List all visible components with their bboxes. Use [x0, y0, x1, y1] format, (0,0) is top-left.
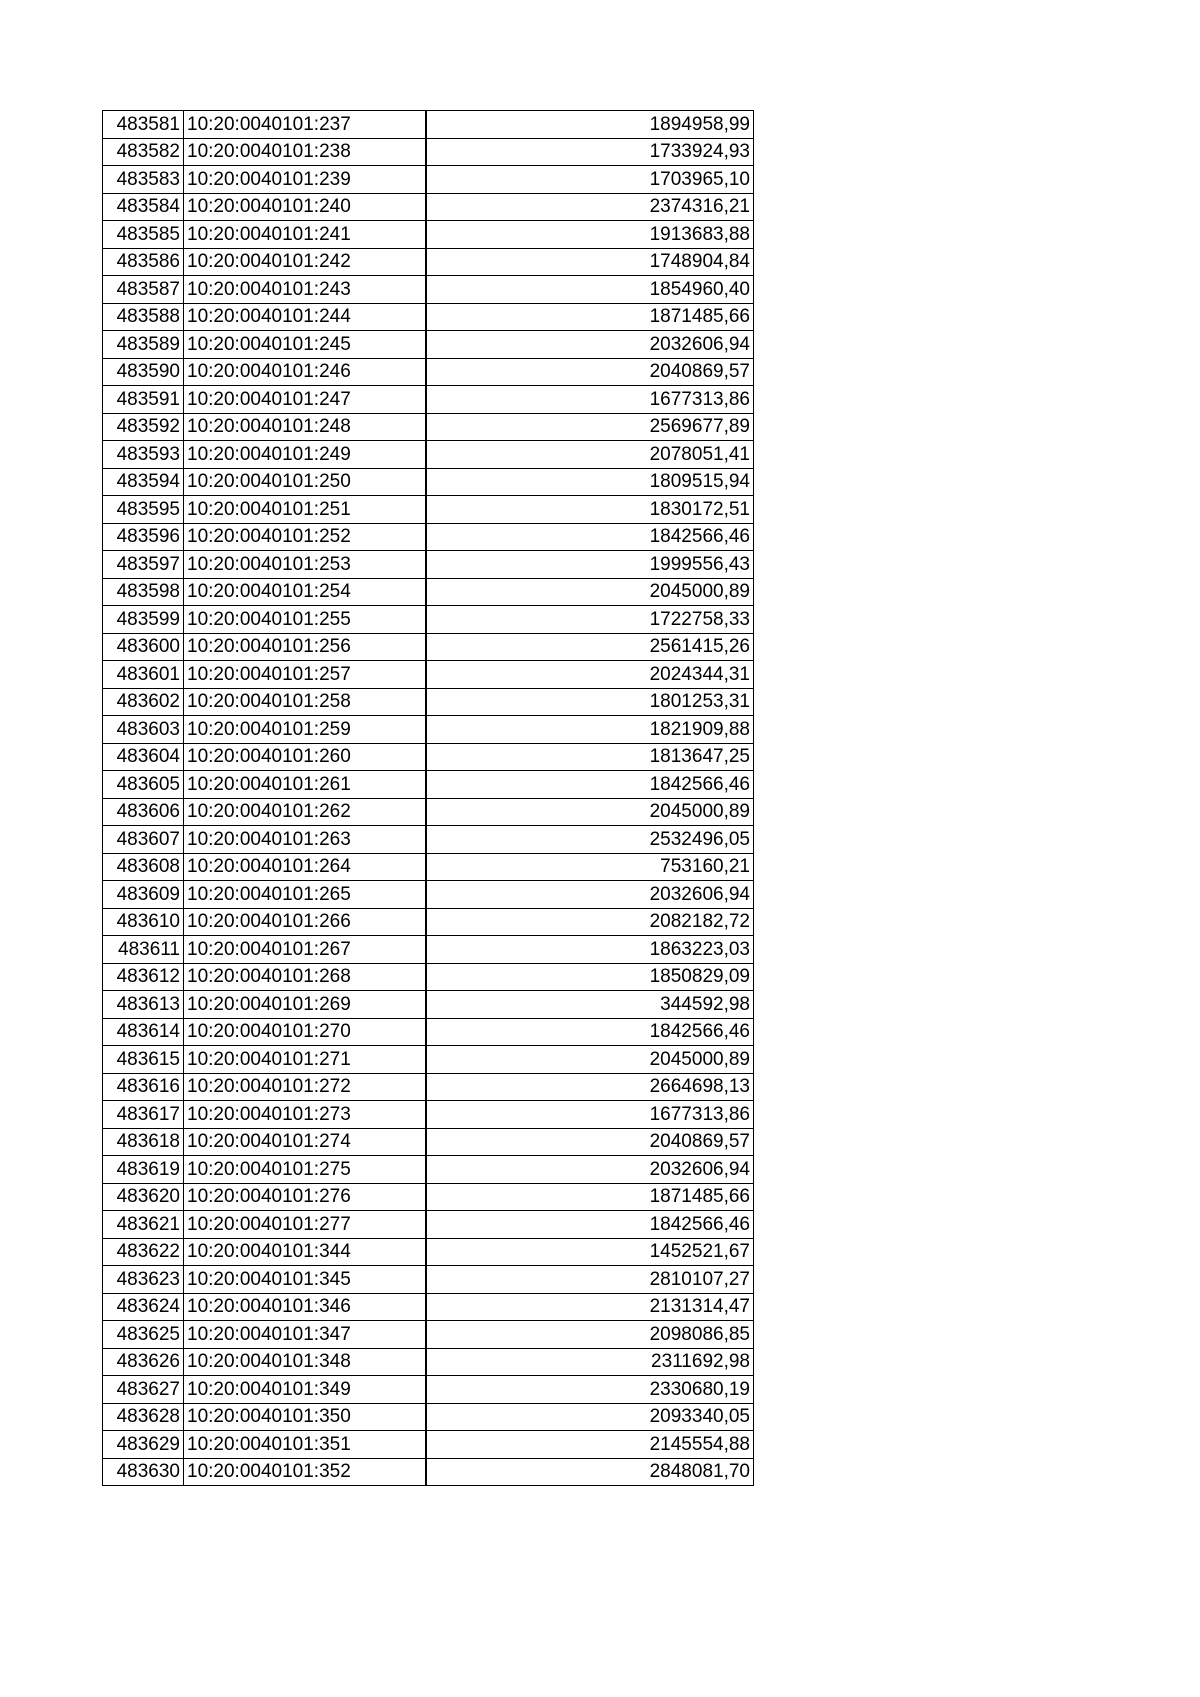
row-id-cell: 483612 — [103, 963, 184, 991]
table-row — [103, 1348, 754, 1376]
value-cell: 2374316,21 — [426, 193, 754, 221]
value-cell: 2082182,72 — [426, 908, 754, 936]
cadastral-number-cell: 10:20:0040101:276 — [184, 1183, 426, 1211]
value-cell: 2848081,70 — [426, 1458, 754, 1486]
cadastral-number-cell: 10:20:0040101:262 — [184, 798, 426, 826]
value-cell: 1842566,46 — [426, 1211, 754, 1239]
value-cell: 1842566,46 — [426, 771, 754, 799]
row-id-cell: 483583 — [103, 166, 184, 194]
cadastral-number-cell: 10:20:0040101:247 — [184, 386, 426, 414]
row-id-cell: 483626 — [103, 1348, 184, 1376]
cadastral-number-cell: 10:20:0040101:246 — [184, 358, 426, 386]
row-id-cell: 483621 — [103, 1211, 184, 1239]
table-row — [103, 551, 754, 579]
cadastral-number-cell: 10:20:0040101:352 — [184, 1458, 426, 1486]
row-id-cell: 483596 — [103, 523, 184, 551]
value-cell: 2045000,89 — [426, 798, 754, 826]
row-id-cell: 483582 — [103, 138, 184, 166]
value-cell: 2330680,19 — [426, 1376, 754, 1404]
row-id-cell: 483586 — [103, 248, 184, 276]
value-cell: 1854960,40 — [426, 276, 754, 304]
table-row — [103, 166, 754, 194]
row-id-cell: 483598 — [103, 578, 184, 606]
table-row — [103, 1321, 754, 1349]
value-cell: 1913683,88 — [426, 221, 754, 249]
table-row — [103, 331, 754, 359]
table-row — [103, 1458, 754, 1486]
row-id-cell: 483622 — [103, 1238, 184, 1266]
table-body — [103, 111, 754, 1486]
table-row — [103, 1403, 754, 1431]
row-id-cell: 483619 — [103, 1156, 184, 1184]
value-cell: 2078051,41 — [426, 441, 754, 469]
table-row — [103, 1211, 754, 1239]
table-row — [103, 991, 754, 1019]
row-id-cell: 483590 — [103, 358, 184, 386]
cadastral-number-cell: 10:20:0040101:237 — [184, 111, 426, 139]
table-row — [103, 1266, 754, 1294]
table-row — [103, 248, 754, 276]
value-cell: 1850829,09 — [426, 963, 754, 991]
row-id-cell: 483624 — [103, 1293, 184, 1321]
cadastral-number-cell: 10:20:0040101:244 — [184, 303, 426, 331]
row-id-cell: 483584 — [103, 193, 184, 221]
value-cell: 2032606,94 — [426, 881, 754, 909]
table-row — [103, 716, 754, 744]
row-id-cell: 483627 — [103, 1376, 184, 1404]
value-cell: 1871485,66 — [426, 1183, 754, 1211]
table-row — [103, 193, 754, 221]
value-cell: 1871485,66 — [426, 303, 754, 331]
cadastral-number-cell: 10:20:0040101:253 — [184, 551, 426, 579]
table-row — [103, 881, 754, 909]
cadastral-number-cell: 10:20:0040101:273 — [184, 1101, 426, 1129]
row-id-cell: 483611 — [103, 936, 184, 964]
value-cell: 753160,21 — [426, 853, 754, 881]
cadastral-number-cell: 10:20:0040101:238 — [184, 138, 426, 166]
cadastral-number-cell: 10:20:0040101:269 — [184, 991, 426, 1019]
row-id-cell: 483603 — [103, 716, 184, 744]
value-cell: 1842566,46 — [426, 523, 754, 551]
row-id-cell: 483607 — [103, 826, 184, 854]
cadastral-number-cell: 10:20:0040101:258 — [184, 688, 426, 716]
table-row — [103, 386, 754, 414]
cadastral-number-cell: 10:20:0040101:270 — [184, 1018, 426, 1046]
cadastral-number-cell: 10:20:0040101:267 — [184, 936, 426, 964]
row-id-cell: 483618 — [103, 1128, 184, 1156]
row-id-cell: 483587 — [103, 276, 184, 304]
table-row — [103, 111, 754, 139]
table-row — [103, 1431, 754, 1459]
table-row — [103, 358, 754, 386]
cadastral-number-cell: 10:20:0040101:261 — [184, 771, 426, 799]
row-id-cell: 483585 — [103, 221, 184, 249]
row-id-cell: 483588 — [103, 303, 184, 331]
value-cell: 2093340,05 — [426, 1403, 754, 1431]
table-row — [103, 413, 754, 441]
value-cell: 2131314,47 — [426, 1293, 754, 1321]
cadastral-number-cell: 10:20:0040101:249 — [184, 441, 426, 469]
table-row — [103, 661, 754, 689]
row-id-cell: 483630 — [103, 1458, 184, 1486]
value-cell: 2569677,89 — [426, 413, 754, 441]
value-cell: 2045000,89 — [426, 578, 754, 606]
cadastral-number-cell: 10:20:0040101:272 — [184, 1073, 426, 1101]
row-id-cell: 483609 — [103, 881, 184, 909]
table-row — [103, 606, 754, 634]
table-row — [103, 468, 754, 496]
row-id-cell: 483615 — [103, 1046, 184, 1074]
row-id-cell: 483591 — [103, 386, 184, 414]
row-id-cell: 483593 — [103, 441, 184, 469]
row-id-cell: 483614 — [103, 1018, 184, 1046]
cadastral-number-cell: 10:20:0040101:265 — [184, 881, 426, 909]
value-cell: 2561415,26 — [426, 633, 754, 661]
cadastral-number-cell: 10:20:0040101:268 — [184, 963, 426, 991]
table-row — [103, 523, 754, 551]
value-cell: 2040869,57 — [426, 1128, 754, 1156]
value-cell: 1813647,25 — [426, 743, 754, 771]
cadastral-number-cell: 10:20:0040101:250 — [184, 468, 426, 496]
value-cell: 1452521,67 — [426, 1238, 754, 1266]
row-id-cell: 483608 — [103, 853, 184, 881]
value-cell: 1677313,86 — [426, 1101, 754, 1129]
row-id-cell: 483617 — [103, 1101, 184, 1129]
cadastral-number-cell: 10:20:0040101:245 — [184, 331, 426, 359]
value-cell: 1748904,84 — [426, 248, 754, 276]
cadastral-number-cell: 10:20:0040101:274 — [184, 1128, 426, 1156]
cadastral-number-cell: 10:20:0040101:344 — [184, 1238, 426, 1266]
cadastral-number-cell: 10:20:0040101:351 — [184, 1431, 426, 1459]
table-row — [103, 1073, 754, 1101]
row-id-cell: 483623 — [103, 1266, 184, 1294]
row-id-cell: 483605 — [103, 771, 184, 799]
value-cell: 2532496,05 — [426, 826, 754, 854]
row-id-cell: 483616 — [103, 1073, 184, 1101]
table-row — [103, 963, 754, 991]
value-cell: 2664698,13 — [426, 1073, 754, 1101]
row-id-cell: 483589 — [103, 331, 184, 359]
value-cell: 2032606,94 — [426, 331, 754, 359]
cadastral-number-cell: 10:20:0040101:348 — [184, 1348, 426, 1376]
value-cell: 1894958,99 — [426, 111, 754, 139]
row-id-cell: 483620 — [103, 1183, 184, 1211]
value-cell: 1801253,31 — [426, 688, 754, 716]
cadastral-number-cell: 10:20:0040101:252 — [184, 523, 426, 551]
value-cell: 2311692,98 — [426, 1348, 754, 1376]
cadastral-number-cell: 10:20:0040101:256 — [184, 633, 426, 661]
cadastral-value-table — [102, 110, 754, 1486]
table-row — [103, 1101, 754, 1129]
value-cell: 1842566,46 — [426, 1018, 754, 1046]
table-row — [103, 1018, 754, 1046]
row-id-cell: 483595 — [103, 496, 184, 524]
value-cell: 2040869,57 — [426, 358, 754, 386]
cadastral-number-cell: 10:20:0040101:349 — [184, 1376, 426, 1404]
row-id-cell: 483601 — [103, 661, 184, 689]
table-row — [103, 826, 754, 854]
cadastral-number-cell: 10:20:0040101:259 — [184, 716, 426, 744]
row-id-cell: 483597 — [103, 551, 184, 579]
row-id-cell: 483599 — [103, 606, 184, 634]
value-cell: 1733924,93 — [426, 138, 754, 166]
row-id-cell: 483600 — [103, 633, 184, 661]
table-row — [103, 1293, 754, 1321]
cadastral-number-cell: 10:20:0040101:240 — [184, 193, 426, 221]
value-cell: 2098086,85 — [426, 1321, 754, 1349]
value-cell: 1830172,51 — [426, 496, 754, 524]
row-id-cell: 483594 — [103, 468, 184, 496]
table-row — [103, 1376, 754, 1404]
row-id-cell: 483613 — [103, 991, 184, 1019]
row-id-cell: 483602 — [103, 688, 184, 716]
cadastral-number-cell: 10:20:0040101:242 — [184, 248, 426, 276]
cadastral-number-cell: 10:20:0040101:257 — [184, 661, 426, 689]
value-cell: 1863223,03 — [426, 936, 754, 964]
cadastral-number-cell: 10:20:0040101:254 — [184, 578, 426, 606]
value-cell: 1821909,88 — [426, 716, 754, 744]
table-row — [103, 936, 754, 964]
row-id-cell: 483592 — [103, 413, 184, 441]
table-row — [103, 441, 754, 469]
cadastral-number-cell: 10:20:0040101:347 — [184, 1321, 426, 1349]
value-cell: 1809515,94 — [426, 468, 754, 496]
table-row — [103, 1183, 754, 1211]
row-id-cell: 483604 — [103, 743, 184, 771]
table-row — [103, 303, 754, 331]
cadastral-number-cell: 10:20:0040101:263 — [184, 826, 426, 854]
table-row — [103, 688, 754, 716]
table-row — [103, 276, 754, 304]
table-row — [103, 1128, 754, 1156]
table-row — [103, 633, 754, 661]
table-row — [103, 138, 754, 166]
value-cell: 1722758,33 — [426, 606, 754, 634]
table-row — [103, 221, 754, 249]
table-row — [103, 853, 754, 881]
table-row — [103, 496, 754, 524]
table-row — [103, 1046, 754, 1074]
value-cell: 1677313,86 — [426, 386, 754, 414]
table-row — [103, 1238, 754, 1266]
row-id-cell: 483625 — [103, 1321, 184, 1349]
table-row — [103, 798, 754, 826]
cadastral-number-cell: 10:20:0040101:277 — [184, 1211, 426, 1239]
cadastral-number-cell: 10:20:0040101:243 — [184, 276, 426, 304]
value-cell: 2024344,31 — [426, 661, 754, 689]
table-row — [103, 908, 754, 936]
cadastral-number-cell: 10:20:0040101:264 — [184, 853, 426, 881]
cadastral-number-cell: 10:20:0040101:346 — [184, 1293, 426, 1321]
cadastral-number-cell: 10:20:0040101:241 — [184, 221, 426, 249]
value-cell: 344592,98 — [426, 991, 754, 1019]
table-row — [103, 771, 754, 799]
table-row — [103, 1156, 754, 1184]
row-id-cell: 483581 — [103, 111, 184, 139]
table-row — [103, 743, 754, 771]
row-id-cell: 483606 — [103, 798, 184, 826]
cadastral-number-cell: 10:20:0040101:248 — [184, 413, 426, 441]
cadastral-number-cell: 10:20:0040101:271 — [184, 1046, 426, 1074]
cadastral-number-cell: 10:20:0040101:255 — [184, 606, 426, 634]
cadastral-number-cell: 10:20:0040101:260 — [184, 743, 426, 771]
row-id-cell: 483610 — [103, 908, 184, 936]
cadastral-number-cell: 10:20:0040101:239 — [184, 166, 426, 194]
value-cell: 2032606,94 — [426, 1156, 754, 1184]
cadastral-number-cell: 10:20:0040101:251 — [184, 496, 426, 524]
value-cell: 1999556,43 — [426, 551, 754, 579]
value-cell: 1703965,10 — [426, 166, 754, 194]
row-id-cell: 483629 — [103, 1431, 184, 1459]
value-cell: 2045000,89 — [426, 1046, 754, 1074]
row-id-cell: 483628 — [103, 1403, 184, 1431]
cadastral-number-cell: 10:20:0040101:345 — [184, 1266, 426, 1294]
cadastral-number-cell: 10:20:0040101:266 — [184, 908, 426, 936]
cadastral-number-cell: 10:20:0040101:275 — [184, 1156, 426, 1184]
value-cell: 2810107,27 — [426, 1266, 754, 1294]
value-cell: 2145554,88 — [426, 1431, 754, 1459]
cadastral-number-cell: 10:20:0040101:350 — [184, 1403, 426, 1431]
table-row — [103, 578, 754, 606]
